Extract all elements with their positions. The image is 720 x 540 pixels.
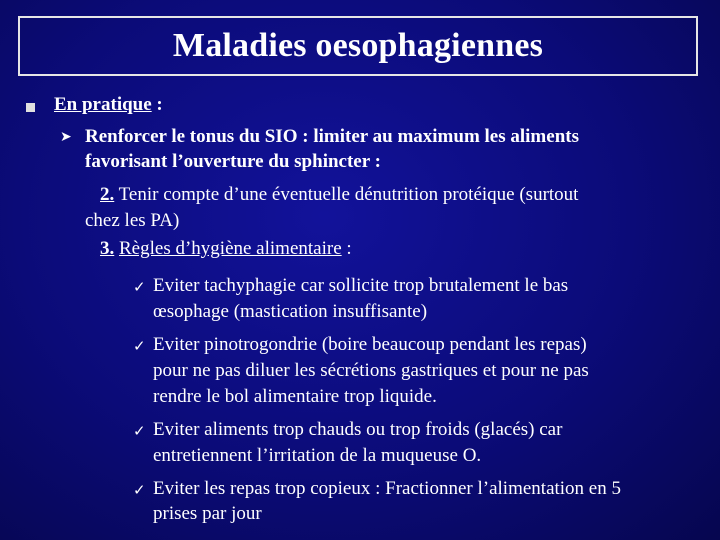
point2-line1 xyxy=(100,184,578,206)
slide-title: Maladies oesophagiennes xyxy=(172,27,544,64)
checkmark-icon: ✓ xyxy=(133,424,146,440)
level1-label: En pratique xyxy=(54,94,152,115)
level1-suffix: : xyxy=(151,94,163,115)
point3-number: 3. xyxy=(100,238,115,259)
check4-line2: prises par jour xyxy=(153,503,262,524)
point3-line xyxy=(100,238,352,260)
checkmark-icon: ✓ xyxy=(133,280,146,296)
check4-line1: Eviter les repas trop copieux : Fractionner l’alimentation en 5 xyxy=(153,478,621,499)
check2-line2: pour ne pas diluer les sécrétions gastriques et pour ne pas xyxy=(153,360,589,381)
arrow-bullet-icon: ➤ xyxy=(60,130,72,145)
level2-line1: Renforcer le tonus du SIO : limiter au maximum les aliments xyxy=(85,126,579,147)
point2-text: Tenir compte d’une éventuelle dénutrition protéique (surtout xyxy=(114,184,579,205)
square-bullet-icon xyxy=(26,103,35,112)
level2-line2: favorisant l’ouverture du sphincter : xyxy=(85,151,381,172)
point3-suffix: : xyxy=(341,238,352,259)
check3-line2: entretiennent l’irritation de la muqueuse O. xyxy=(153,445,482,466)
check2-line3: rendre le bol alimentaire trop liquide. xyxy=(153,386,437,407)
check1-line1: Eviter tachyphagie car sollicite trop brutalement le bas xyxy=(153,275,569,296)
check3-line1: Eviter aliments trop chauds ou trop froids (glacés) car xyxy=(153,419,563,440)
point3-label: Règles d’hygiène alimentaire xyxy=(119,238,342,259)
checkmark-icon: ✓ xyxy=(133,339,146,355)
checkmark-icon: ✓ xyxy=(133,483,146,499)
point2-number: 2. xyxy=(100,184,115,205)
check1-line2: œsophage (mastication insuffisante) xyxy=(153,301,428,322)
point2-line2: chez les PA) xyxy=(85,210,180,231)
level1-heading xyxy=(54,94,163,116)
check2-line1: Eviter pinotrogondrie (boire beaucoup pendant les repas) xyxy=(153,334,587,355)
